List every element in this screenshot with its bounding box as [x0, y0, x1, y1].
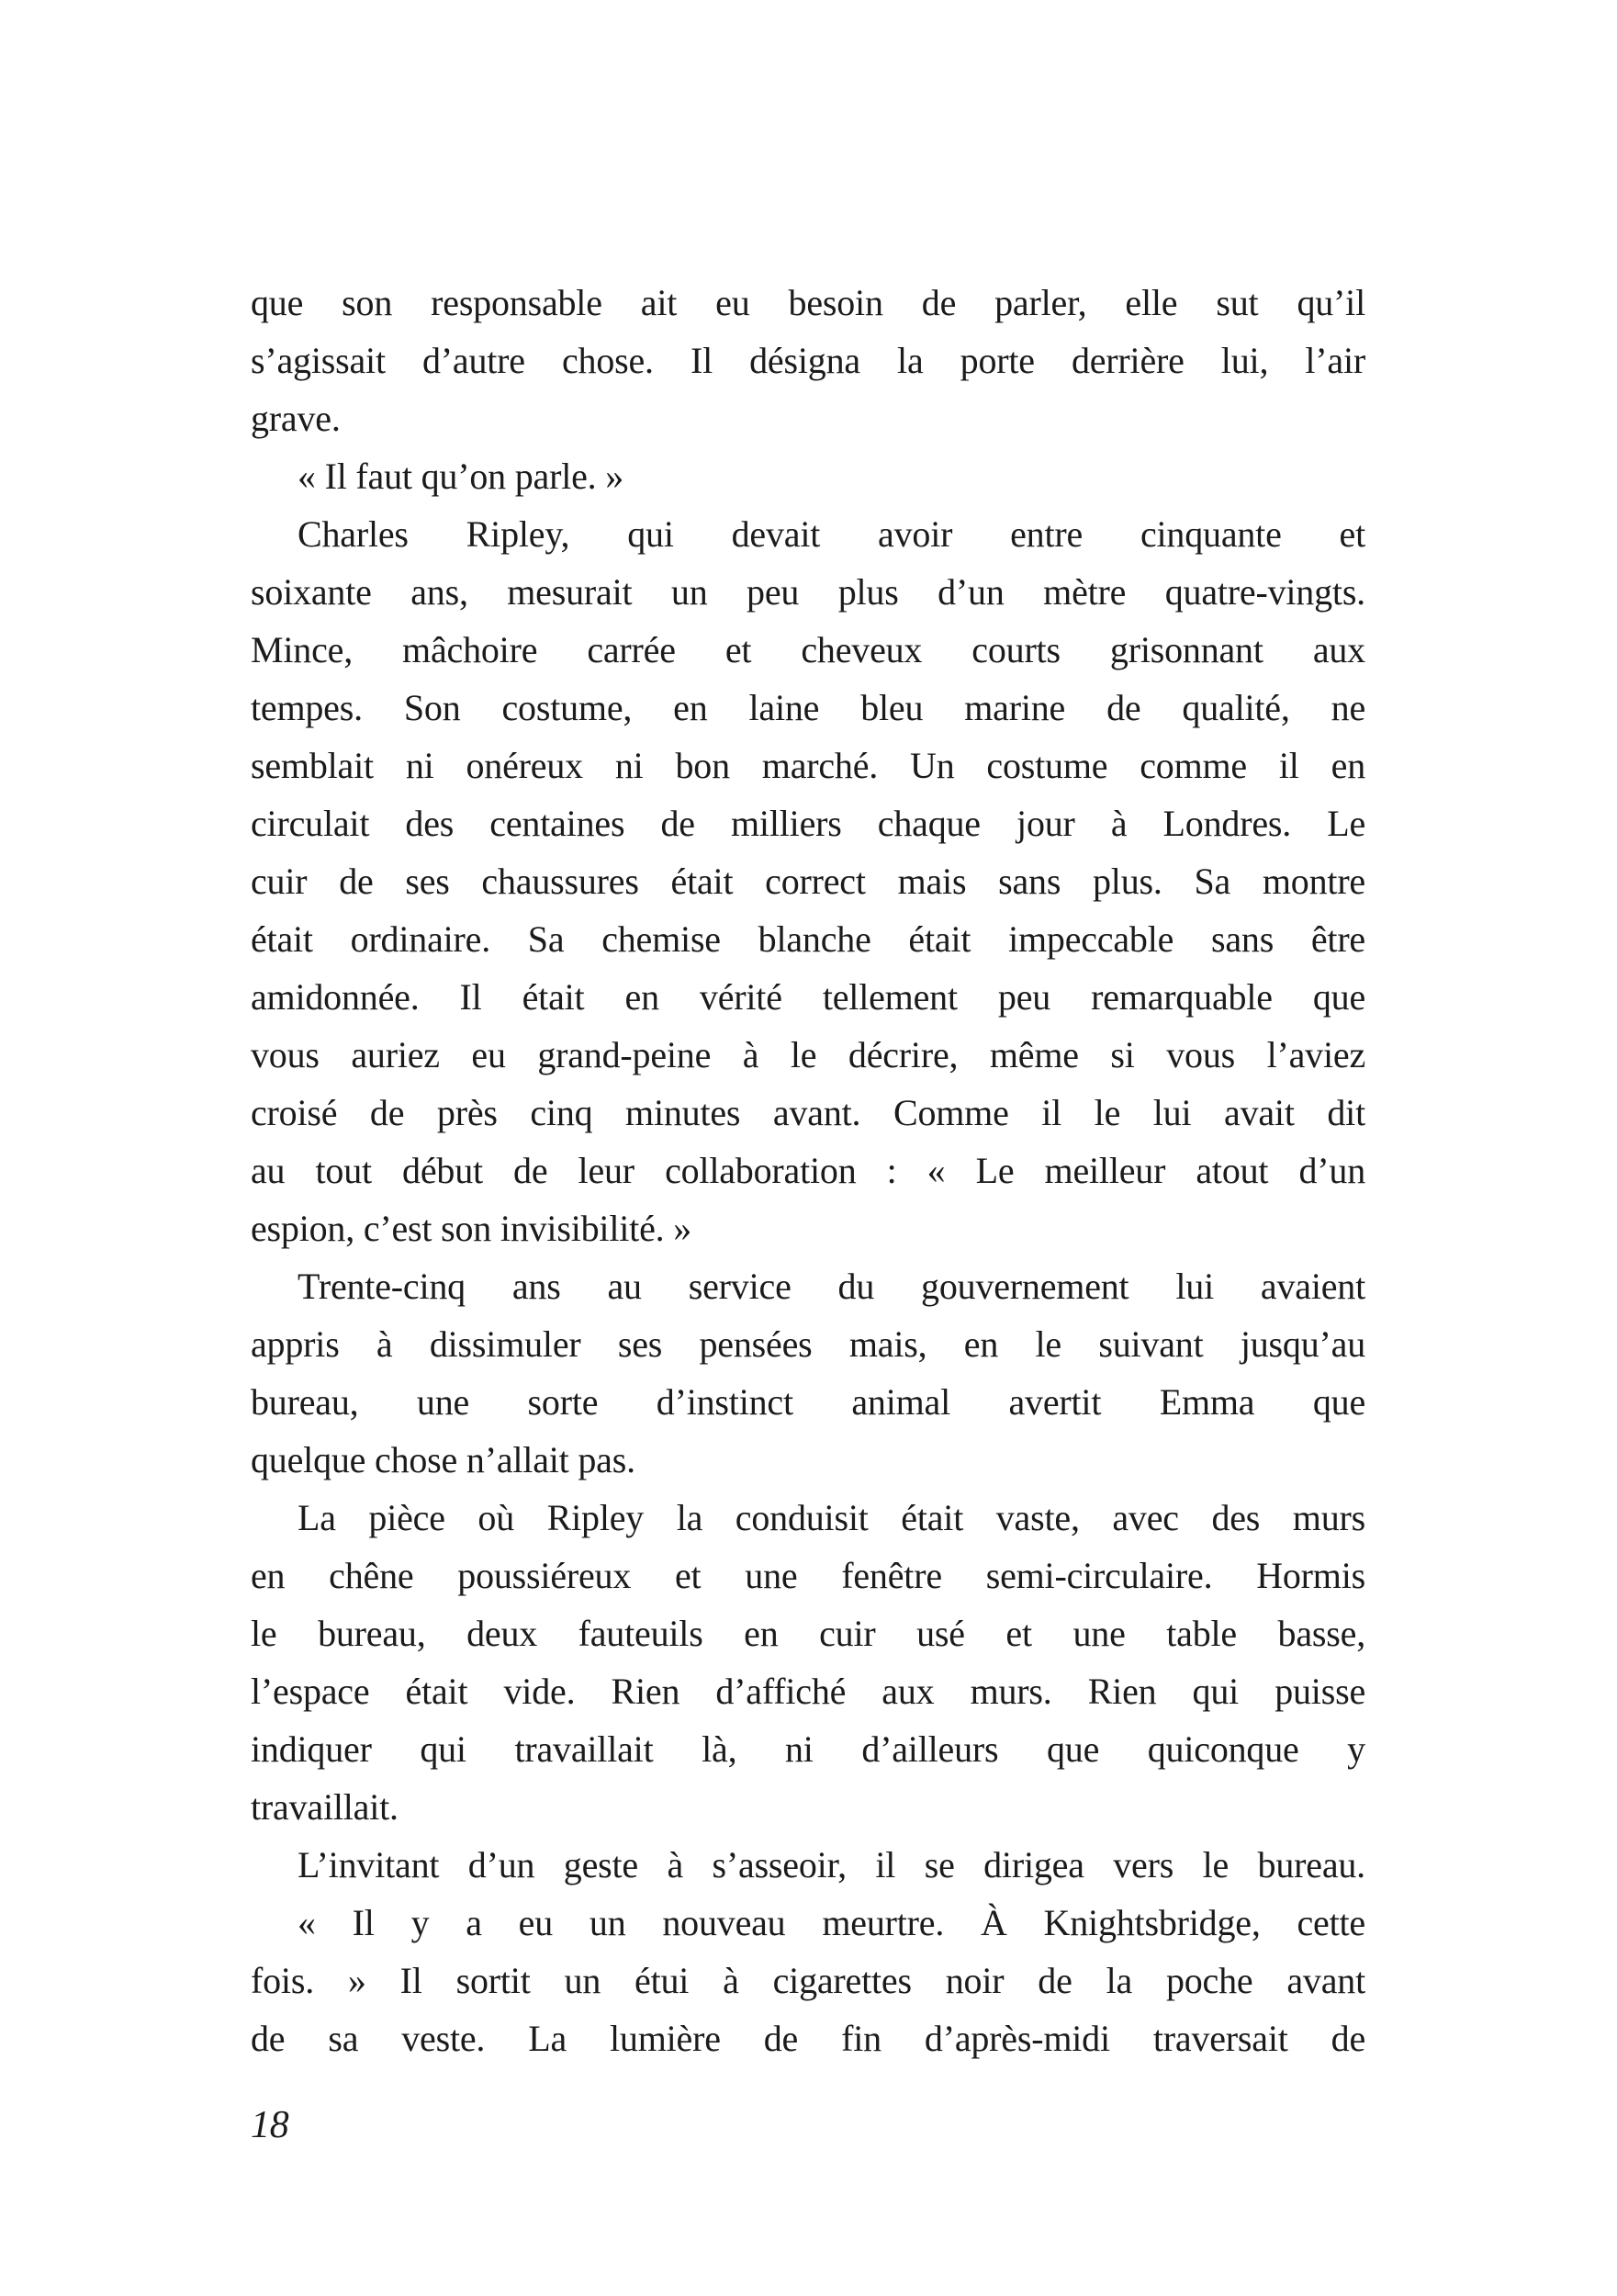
- text-line: appris à dissimuler ses pensées mais, en le suivant jusqu’au: [251, 1323, 1365, 1365]
- text-line: de sa veste. La lumière de fin d’après-midi traversait de: [251, 2018, 1365, 2059]
- text-line: cuir de ses chaussures était correct mais sans plus. Sa montre: [251, 861, 1365, 902]
- paragraph: [251, 1894, 1365, 2067]
- text-line: quelque chose n’allait pas.: [251, 1439, 635, 1480]
- paragraph: [251, 505, 1365, 1257]
- text-line: le bureau, deux fauteuils en cuir usé et une table basse,: [251, 1613, 1365, 1654]
- text-line: La pièce où Ripley la conduisit était vaste, avec des murs: [298, 1497, 1365, 1538]
- text-line: « Il y a eu un nouveau meurtre. À Knightsbridge, cette: [298, 1902, 1365, 1943]
- text-line: tempes. Son costume, en laine bleu marine de qualité, ne: [251, 687, 1365, 728]
- text-line: travaillait.: [251, 1786, 399, 1828]
- text-line: au tout début de leur collaboration : « Le meilleur atout d’un: [251, 1150, 1365, 1191]
- text-line: Charles Ripley, qui devait avoir entre cinquante et: [298, 513, 1365, 555]
- text-line: semblait ni onéreux ni bon marché. Un costume comme il en: [251, 745, 1365, 786]
- text-line: fois. » Il sortit un étui à cigarettes noir de la poche avant: [251, 1960, 1365, 2001]
- text-line: croisé de près cinq minutes avant. Comme il le lui avait dit: [251, 1092, 1365, 1133]
- page-number: 18: [251, 2104, 289, 2146]
- text-line: l’espace était vide. Rien d’affiché aux murs. Rien qui puisse: [251, 1671, 1365, 1712]
- paragraph: [251, 274, 1365, 447]
- text-line: vous auriez eu grand-peine à le décrire, même si vous l’aviez: [251, 1034, 1365, 1075]
- text-line: grave.: [251, 398, 341, 439]
- text-line: espion, c’est son invisibilité. »: [251, 1208, 692, 1249]
- text-line: bureau, une sorte d’instinct animal avertit Emma que: [251, 1381, 1365, 1423]
- paragraph: [251, 447, 1365, 505]
- text-line: en chêne poussiéreux et une fenêtre semi-circulaire. Hormis: [251, 1555, 1365, 1596]
- text-line: circulait des centaines de milliers chaque jour à Londres. Le: [251, 803, 1365, 844]
- text-line: soixante ans, mesurait un peu plus d’un mètre quatre-vingts.: [251, 571, 1365, 613]
- text-line: amidonnée. Il était en vérité tellement peu remarquable que: [251, 976, 1365, 1018]
- paragraph: [251, 1257, 1365, 1489]
- text-line: était ordinaire. Sa chemise blanche était impeccable sans être: [251, 918, 1365, 960]
- text-line: « Il faut qu’on parle. »: [298, 456, 624, 497]
- text-line: Mince, mâchoire carrée et cheveux courts grisonnant aux: [251, 629, 1365, 670]
- text-block: [251, 274, 1365, 2067]
- text-line: Trente-cinq ans au service du gouvernement lui avaient: [298, 1266, 1365, 1307]
- paragraph: [251, 1836, 1365, 1894]
- text-line: que son responsable ait eu besoin de parler, elle sut qu’il: [251, 282, 1365, 323]
- text-line: s’agissait d’autre chose. Il désigna la porte derrière lui, l’air: [251, 340, 1365, 381]
- text-line: L’invitant d’un geste à s’asseoir, il se dirigea vers le bureau.: [298, 1844, 1365, 1885]
- text-line: indiquer qui travaillait là, ni d’ailleurs que quiconque y: [251, 1728, 1365, 1770]
- paragraph: [251, 1489, 1365, 1836]
